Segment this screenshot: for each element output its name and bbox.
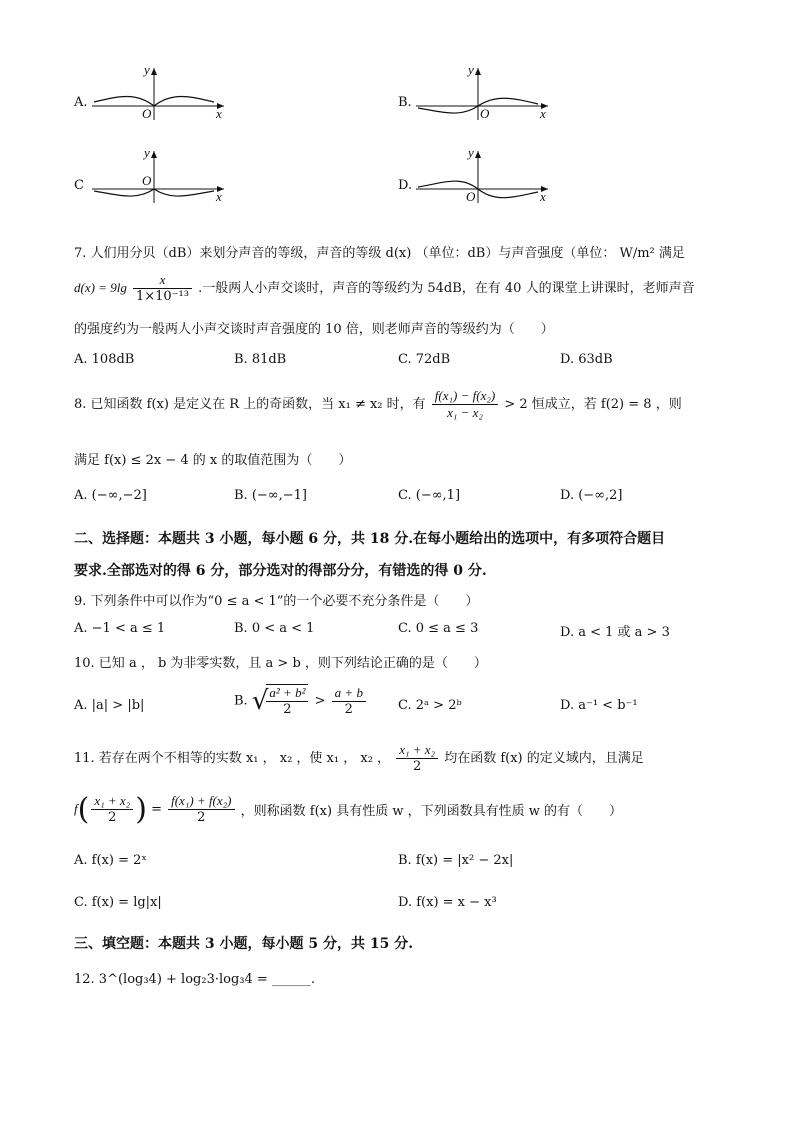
q11-line1-b: 均在函数 f(x) 的定义域内，且满足 [444, 751, 644, 766]
q8-frac-num: f(x₁) − f(x₂) [432, 388, 498, 405]
q7-option-a[interactable]: A. 108dB [74, 352, 135, 367]
graph-option-b [398, 62, 558, 122]
q11-line2-fraction [91, 793, 133, 826]
q11-option-a[interactable]: A. f(x) = 2ˣ [74, 853, 147, 868]
graph-d-origin-label: O [466, 189, 476, 204]
graph-a-label: A. [74, 95, 88, 110]
q8-option-b[interactable]: B. (−∞,−1] [234, 488, 307, 503]
q11-line2-eq: = [151, 802, 162, 817]
graph-b-origin-label: O [480, 106, 490, 121]
q10-option-b[interactable] [234, 684, 368, 718]
q11-option-d[interactable]: D. f(x) = x − x³ [398, 895, 497, 910]
q10-option-b-label: B. [234, 693, 248, 709]
graph-option-d [398, 145, 558, 205]
q11-option-b[interactable]: B. f(x) = |x² − 2x| [398, 853, 514, 868]
q9-option-c[interactable]: C. 0 ≤ a ≤ 3 [398, 621, 479, 636]
q8-option-a[interactable]: A. (−∞,−2] [74, 488, 147, 503]
q11-l2-rnum: f(x₁) + f(x₂) [168, 793, 234, 810]
graph-b-x-label: x [540, 106, 546, 121]
q10-b-gt: > [314, 693, 326, 709]
left-paren-icon: ( [77, 792, 90, 827]
graph-d-label: D. [398, 178, 413, 193]
q8-option-d[interactable]: D. (−∞,2] [560, 488, 623, 503]
q8-fraction [432, 388, 498, 421]
graph-option-c [74, 145, 234, 205]
q9-option-a[interactable]: A. −1 < a ≤ 1 [74, 621, 166, 636]
q7-option-c[interactable]: C. 72dB [398, 352, 451, 367]
q10-b-den: 2 [283, 702, 292, 717]
graph-d-x-label: x [540, 189, 546, 204]
q8-line1-b: > 2 恒成立，若 f(2) = 8 ，则 [504, 397, 682, 412]
graph-a-x-label: x [216, 106, 222, 121]
graph-b-label: B. [398, 95, 412, 110]
q11-line1-a: 11. 若存在两个不相等的实数 x₁ ， x₂ ，使 x₁ ， x₂ ， [74, 751, 391, 766]
graph-option-a [74, 62, 234, 122]
q11-l2-rden: 2 [197, 810, 206, 825]
q8-line1-a: 8. 已知函数 f(x) 是定义在 R 上的奇函数，当 x₁ ≠ x₂ 时，有 [74, 397, 426, 412]
graph-c-label: C [74, 178, 84, 193]
q8-frac-den: x₁ − x₂ [447, 405, 483, 420]
q11-line2-f: f [74, 801, 78, 816]
q9-option-d[interactable]: D. a < 1 或 a > 3 [560, 625, 670, 640]
section-2-heading-line2: 要求.全部选对的得 6 分，部分选对的得部分分，有错选的得 0 分. [74, 563, 487, 579]
section-2-heading-line1: 二、选择题：本题共 3 小题，每小题 6 分，共 18 分.在每小题给出的选项中，有多项符合题目 [74, 531, 666, 547]
q11-l1-num: x₁ + x₂ [396, 742, 438, 759]
q10-option-d[interactable]: D. a⁻¹ < b⁻¹ [560, 698, 638, 713]
graph-c-origin-label: O [142, 173, 152, 188]
graph-c-y-label: y [144, 145, 150, 160]
q11-line2-right-fraction [168, 793, 234, 826]
q11-line1-fraction [396, 742, 438, 775]
graph-c-svg [74, 145, 234, 205]
q7-option-d[interactable]: D. 63dB [560, 352, 613, 367]
q7-frac-den: 1×10⁻¹³ [135, 289, 189, 304]
q11-l2-den: 2 [108, 810, 117, 825]
q12-stem: 12. 3^(log₃4) + log₂3·log₃4 = ______. [74, 972, 316, 987]
graph-d-y-label: y [468, 145, 474, 160]
q8-line2: 满足 f(x) ≤ 2x − 4 的 x 的取值范围为（ ） [74, 453, 352, 468]
q8-line1 [74, 388, 682, 421]
q11-l1-den: 2 [412, 759, 422, 774]
q10-b-num: a² + b² [266, 685, 308, 702]
q7-line2 [74, 272, 695, 305]
q11-line2 [74, 792, 622, 827]
q10-stem: 10. 已知 a ， b 为非零实数，且 a > b ，则下列结论正确的是（ ） [74, 656, 487, 671]
q7-formula-fraction [133, 272, 192, 305]
q10-b-rnum: a + b [332, 685, 366, 702]
q11-l2-num: x₁ + x₂ [91, 793, 133, 810]
graph-d-svg [398, 145, 558, 205]
q7-line2-rest: .一般两人小声交谈时，声音的等级约为 54dB，在有 40 人的课堂上讲课时，老师声音 [198, 281, 695, 296]
q11-line1 [74, 742, 644, 775]
q9-option-b[interactable]: B. 0 < a < 1 [234, 621, 315, 636]
sqrt-sign-icon: √ [251, 686, 269, 716]
section-3-heading: 三、填空题：本题共 3 小题，每小题 5 分，共 15 分. [74, 936, 414, 952]
q10-option-a[interactable]: A. |a| > |b| [74, 698, 145, 713]
q10-option-c[interactable]: C. 2ᵃ > 2ᵇ [398, 698, 462, 713]
right-paren-icon: ) [135, 792, 147, 827]
q7-frac-num: x [133, 272, 192, 289]
q7-line1: 7. 人们用分贝（dB）来划分声音的等级，声音的等级 d(x) （单位：dB）与声音强度（单位： W/m² 满足 [74, 246, 685, 261]
q10-option-b-right-fraction [332, 685, 366, 718]
q11-line2-rest: ，则称函数 f(x) 具有性质 w ，下列函数具有性质 w 的有（ ） [240, 804, 622, 819]
graph-a-y-label: y [144, 62, 150, 77]
q7-option-b[interactable]: B. 81dB [234, 352, 287, 367]
q7-line3: 的强度约为一般两人小声交谈时声音强度的 10 倍，则老师声音的等级约为（ ） [74, 322, 554, 337]
q10-b-rden: 2 [344, 701, 353, 717]
q8-option-c[interactable]: C. (−∞,1] [398, 488, 461, 503]
graph-b-svg [398, 62, 558, 122]
q11-option-c[interactable]: C. f(x) = lg|x| [74, 895, 162, 910]
q9-stem: 9. 下列条件中可以作为“0 ≤ a < 1”的一个必要不充分条件是（ ） [74, 594, 479, 609]
graph-a-svg [74, 62, 234, 122]
q10-option-b-sqrt-fraction [266, 684, 308, 718]
q7-formula-lhs: d(x) = 9lg [74, 280, 127, 295]
graph-c-x-label: x [216, 189, 222, 204]
graph-b-y-label: y [468, 62, 474, 77]
graph-a-origin-label: O [142, 106, 152, 121]
